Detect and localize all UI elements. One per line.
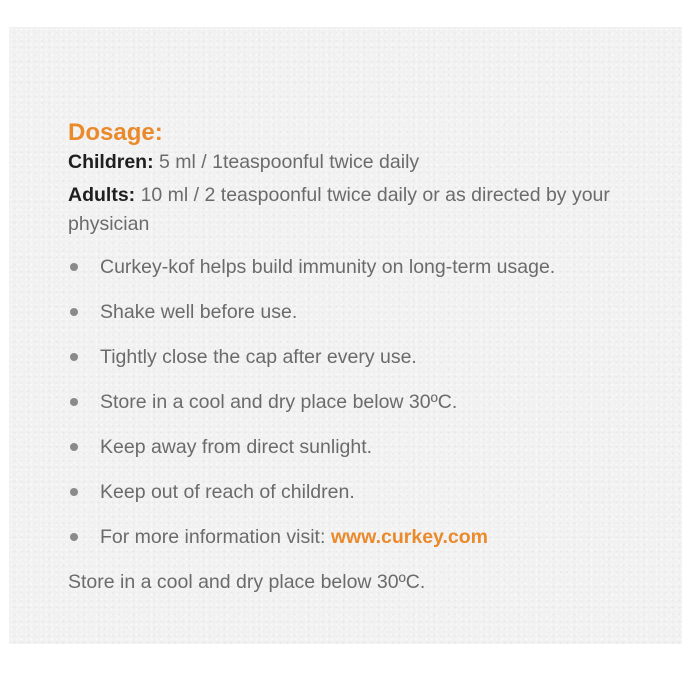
bullet-icon — [70, 488, 78, 496]
dosage-heading: Dosage: — [68, 119, 163, 146]
tip-text: Store in a cool and dry place below 30ºC. — [100, 391, 458, 413]
bullet-icon — [70, 443, 78, 451]
bullet-icon — [70, 308, 78, 316]
dosage-content — [68, 118, 648, 596]
tip-text: Shake well before use. — [100, 301, 298, 323]
tip-text: Tightly close the cap after every use. — [100, 346, 417, 368]
bullet-icon — [70, 353, 78, 361]
children-dosage — [68, 148, 648, 177]
adults-dosage — [68, 181, 648, 239]
list-item — [68, 478, 648, 523]
usage-tips-list — [68, 253, 648, 568]
list-item — [68, 388, 648, 433]
adults-dosage-text: 10 ml / 2 teaspoonful twice daily or as directed by your physician — [68, 184, 610, 235]
children-label: Children: — [68, 151, 154, 173]
list-item — [68, 253, 648, 298]
website-link[interactable]: www.curkey.com — [330, 526, 488, 548]
tip-text: Keep away from direct sunlight. — [100, 436, 373, 458]
list-item — [68, 298, 648, 343]
adults-label: Adults: — [68, 184, 136, 206]
more-info-text: For more information visit: — [100, 526, 331, 548]
more-info-item — [68, 523, 648, 568]
bullet-icon — [70, 263, 78, 271]
list-item — [68, 433, 648, 478]
tip-text: Keep out of reach of children. — [100, 481, 355, 503]
list-item — [68, 343, 648, 388]
storage-note: Store in a cool and dry place below 30ºC. — [68, 571, 426, 593]
children-dosage-text: 5 ml / 1teaspoonful twice daily — [153, 151, 420, 173]
bullet-icon — [70, 533, 78, 541]
bullet-icon — [70, 398, 78, 406]
tip-text: Curkey-kof helps build immunity on long-term usage. — [100, 256, 556, 278]
